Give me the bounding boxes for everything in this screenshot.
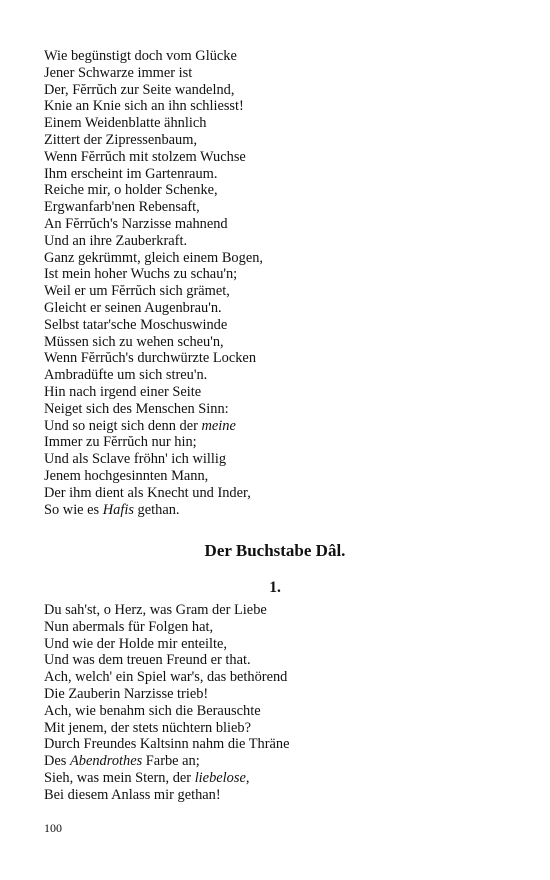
section-title: Der Buchstabe Dâl. <box>204 541 346 560</box>
poem-line <box>44 334 514 351</box>
poem-line <box>44 317 514 334</box>
poem-line <box>44 736 514 753</box>
poem-line <box>44 669 514 686</box>
poem-line-text: Wenn Fĕrrŭch's durchwürzte Locken <box>44 350 257 367</box>
poem-line <box>44 149 514 166</box>
poem-line <box>44 434 514 451</box>
poem-stanza-bottom <box>44 602 514 804</box>
poem-line <box>44 48 514 65</box>
poem-line-text: An Fĕrrŭch's Narzisse mahnend <box>44 215 228 232</box>
poem-line <box>44 753 514 770</box>
poem-line <box>44 619 514 636</box>
poem-line-text: Müssen sich zu wehen scheu'n, <box>44 333 224 350</box>
poem-line-text: Einem Weidenblatte ähnlich <box>44 115 207 132</box>
poem-line <box>44 199 514 216</box>
poem-line-text: Ach, welch' ein Spiel war's, das bethörend <box>44 669 288 686</box>
poem-line <box>44 166 514 183</box>
poem-line-emphasis: Hafis <box>102 501 134 518</box>
poem-line <box>44 502 514 519</box>
poem-line <box>44 250 514 267</box>
poem-line <box>44 132 514 149</box>
poem-line <box>44 720 514 737</box>
poem-line <box>44 65 514 82</box>
poem-line-text: Jener Schwarze immer ist <box>44 64 193 81</box>
poem-line-text: Nun abermals für Folgen hat, <box>44 618 214 635</box>
poem-line-text: Hin nach irgend einer Seite <box>44 383 202 400</box>
poem-line-text: Gleicht er seinen Augenbrau'n. <box>44 299 222 316</box>
poem-line-text: Ambradüfte um sich streu'n. <box>44 367 208 384</box>
poem-line <box>44 451 514 468</box>
poem-line-text: Die Zauberin Narzisse trieb! <box>44 685 209 702</box>
poem-line-text: Sieh, was mein Stern, der <box>44 769 195 786</box>
poem-line-text: Und an ihre Zauberkraft. <box>44 232 188 249</box>
poem-line <box>44 401 514 418</box>
poem-line-emphasis: Abendrothes <box>69 753 143 770</box>
poem-line-text: Knie an Knie sich an ihn schliesst! <box>44 98 244 115</box>
poem-line <box>44 686 514 703</box>
poem-line-text: Des <box>44 753 70 770</box>
poem-line <box>44 468 514 485</box>
poem-line-text: Ist mein hoher Wuchs zu schau'n; <box>44 266 238 283</box>
poem-line <box>44 384 514 401</box>
poem-line-text: Wenn Fĕrrŭch mit stolzem Wuchse <box>44 148 246 165</box>
poem-line-text: Ganz gekrümmt, gleich einem Bogen, <box>44 249 263 266</box>
poem-line <box>44 652 514 669</box>
poem-line <box>44 485 514 502</box>
poem-line-text: Immer zu Fĕrrŭch nur hin; <box>44 434 197 451</box>
poem-number: 1. <box>269 579 281 596</box>
poem-line <box>44 283 514 300</box>
poem-line-text: Der, Fĕrrŭch zur Seite wandelnd, <box>44 81 235 98</box>
poem-line-text: Und was dem treuen Freund er that. <box>44 652 251 669</box>
poem-line <box>44 98 514 115</box>
poem-line-text: , <box>245 769 250 786</box>
poem-line-text: Wie begünstigt doch vom Glücke <box>44 48 237 64</box>
poem-line <box>44 82 514 99</box>
poem-line-text: gethan. <box>133 501 180 518</box>
poem-line-text: Und wie der Holde mir enteilte, <box>44 635 228 652</box>
page-number: 100 <box>44 821 62 835</box>
poem-line-text: Selbst tatar'sche Moschuswinde <box>44 316 228 333</box>
poem-line-text: Farbe an; <box>142 753 200 770</box>
poem-line-text: Zittert der Zipressenbaum, <box>44 131 198 148</box>
poem-line-text: Ergwanfarb'nen Rebensaft, <box>44 199 200 216</box>
poem-line <box>44 636 514 653</box>
poem-line-emphasis: meine <box>201 417 236 434</box>
poem-line <box>44 418 514 435</box>
poem-line-text: Und als Sclave fröhn' ich willig <box>44 451 227 468</box>
poem-line-text: Ach, wie benahm sich die Berauschte <box>44 702 261 719</box>
poem-line-text: Durch Freundes Kaltsinn nahm die Thräne <box>44 736 290 753</box>
poem-line-emphasis: liebelose <box>194 769 246 786</box>
poem-line <box>44 266 514 283</box>
poem-line-text: Weil er um Fĕrrŭch sich grämet, <box>44 283 230 300</box>
poem-line-text: Reiche mir, o holder Schenke, <box>44 182 218 199</box>
poem-line-text: Mit jenem, der stets nüchtern blieb? <box>44 719 252 736</box>
poem-line-text: Neiget sich des Menschen Sinn: <box>44 400 229 417</box>
poem-line <box>44 770 514 787</box>
poem-line-text: Jenem hochgesinnten Mann, <box>44 467 209 484</box>
poem-line <box>44 787 514 804</box>
poem-line-text: Du sah'st, o Herz, was Gram der Liebe <box>44 602 267 618</box>
poem-line-text: So wie es <box>44 501 103 518</box>
poem-line <box>44 182 514 199</box>
poem-line-text: Ihm erscheint im Gartenraum. <box>44 165 218 182</box>
poem-line <box>44 350 514 367</box>
poem-line <box>44 703 514 720</box>
poem-line <box>44 233 514 250</box>
poem-line <box>44 602 514 619</box>
poem-line <box>44 300 514 317</box>
poem-line <box>44 115 514 132</box>
poem-line-text: Der ihm dient als Knecht und Inder, <box>44 484 251 501</box>
poem-line <box>44 216 514 233</box>
poem-line <box>44 367 514 384</box>
poem-line-text: Und so neigt sich denn der <box>44 417 202 434</box>
poem-line-text: Bei diesem Anlass mir gethan! <box>44 786 221 803</box>
poem-stanza-top <box>44 48 514 518</box>
